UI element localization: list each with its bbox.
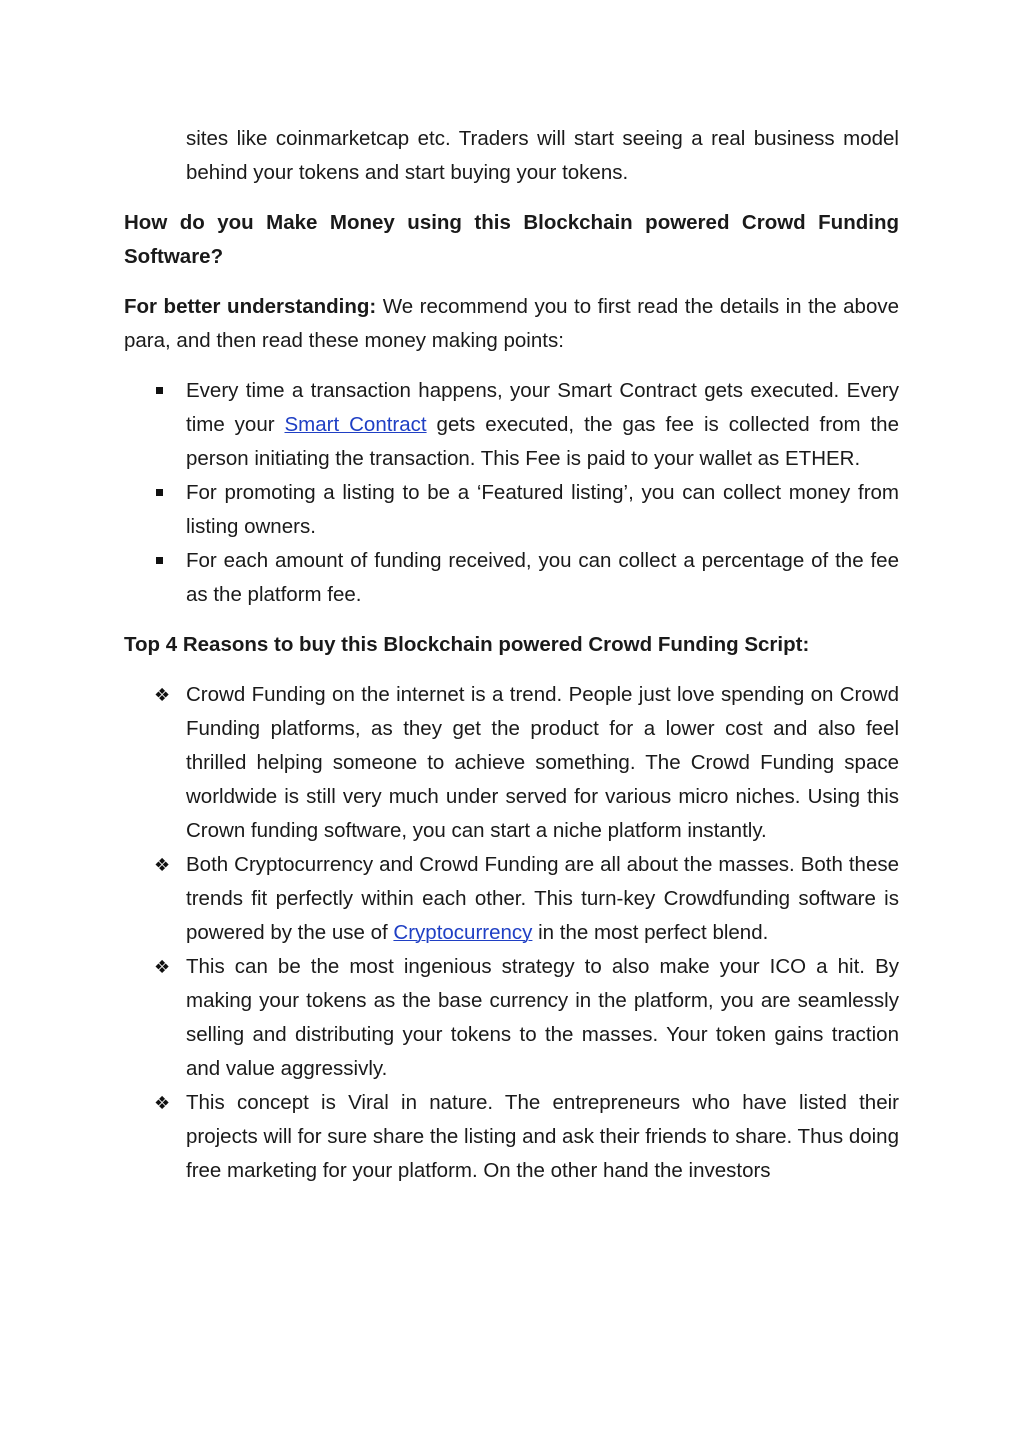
heading-make-money: How do you Make Money using this Blockchain powered Crowd Funding Software? (124, 211, 899, 268)
four-diamond-bullet-icon: ❖ (154, 1093, 171, 1113)
understanding-label: For better understanding: (124, 295, 377, 318)
list-item (124, 848, 899, 950)
list-item (124, 476, 899, 544)
four-diamond-bullet-icon: ❖ (154, 855, 171, 875)
money-point-2: For promoting a listing to be a ‘Featured listing’, you can collect money from listing owners. (186, 481, 899, 538)
understanding-paragraph (124, 290, 899, 358)
intro-paragraph: sites like coinmarketcap etc. Traders will start seeing a real business model behind your tokens and start buying your tokens. (186, 127, 899, 184)
understanding-text: We recommend you to first read the details in the above para, and then read these money making points: (124, 295, 899, 352)
square-bullet-icon (156, 489, 163, 496)
reasons-list (124, 678, 899, 1188)
list-item (124, 950, 899, 1086)
reason-1: Crowd Funding on the internet is a trend. People just love spending on Crowd Funding platforms, as they get the product for a lower cost and also feel thrilled helping someone to achieve something. The Crowd Funding space worldwide is still very much under served for various micro niches. Using this Crown funding software, you can start a niche platform instantly. (186, 683, 899, 842)
money-point-1-after: gets executed, the gas fee is collected from the person initiating the transaction. This Fee is paid to your wallet as ETHER. (186, 413, 899, 470)
money-point-3: For each amount of funding received, you can collect a percentage of the fee as the platform fee. (186, 549, 899, 606)
reason-3: This can be the most ingenious strategy to also make your ICO a hit. By making your tokens as the base currency in the platform, you are seamlessly selling and distributing your tokens to the masses. Your token gains traction and value aggressivly. (186, 955, 899, 1080)
four-diamond-bullet-icon: ❖ (154, 957, 171, 977)
cryptocurrency-link[interactable]: Cryptocurrency (393, 921, 533, 944)
reason-4: This concept is Viral in nature. The entrepreneurs who have listed their projects will for sure share the listing and ask their friends to share. Thus doing free marketing for your platform. On the other hand the investors (186, 1091, 899, 1182)
reason-2-after: in the most perfect blend. (532, 921, 769, 944)
square-bullet-icon (156, 387, 163, 394)
smart-contract-link[interactable]: Smart Contract (284, 413, 427, 436)
document-body (124, 122, 899, 1188)
four-diamond-bullet-icon: ❖ (154, 685, 171, 705)
reason-2-before: Both Cryptocurrency and Crowd Funding are all about the masses. Both these trends fit perfectly within each other. This turn-key Crowdfunding software is powered by the use of (186, 853, 899, 944)
list-item (124, 1086, 899, 1188)
heading-top-reasons: Top 4 Reasons to buy this Blockchain powered Crowd Funding Script: (124, 633, 810, 656)
money-points-list (124, 374, 899, 612)
list-item (124, 678, 899, 848)
list-item (124, 544, 899, 612)
list-item (124, 374, 899, 476)
square-bullet-icon (156, 557, 163, 564)
money-point-1-before: Every time a transaction happens, your Smart Contract gets executed. Every time your (186, 379, 899, 436)
